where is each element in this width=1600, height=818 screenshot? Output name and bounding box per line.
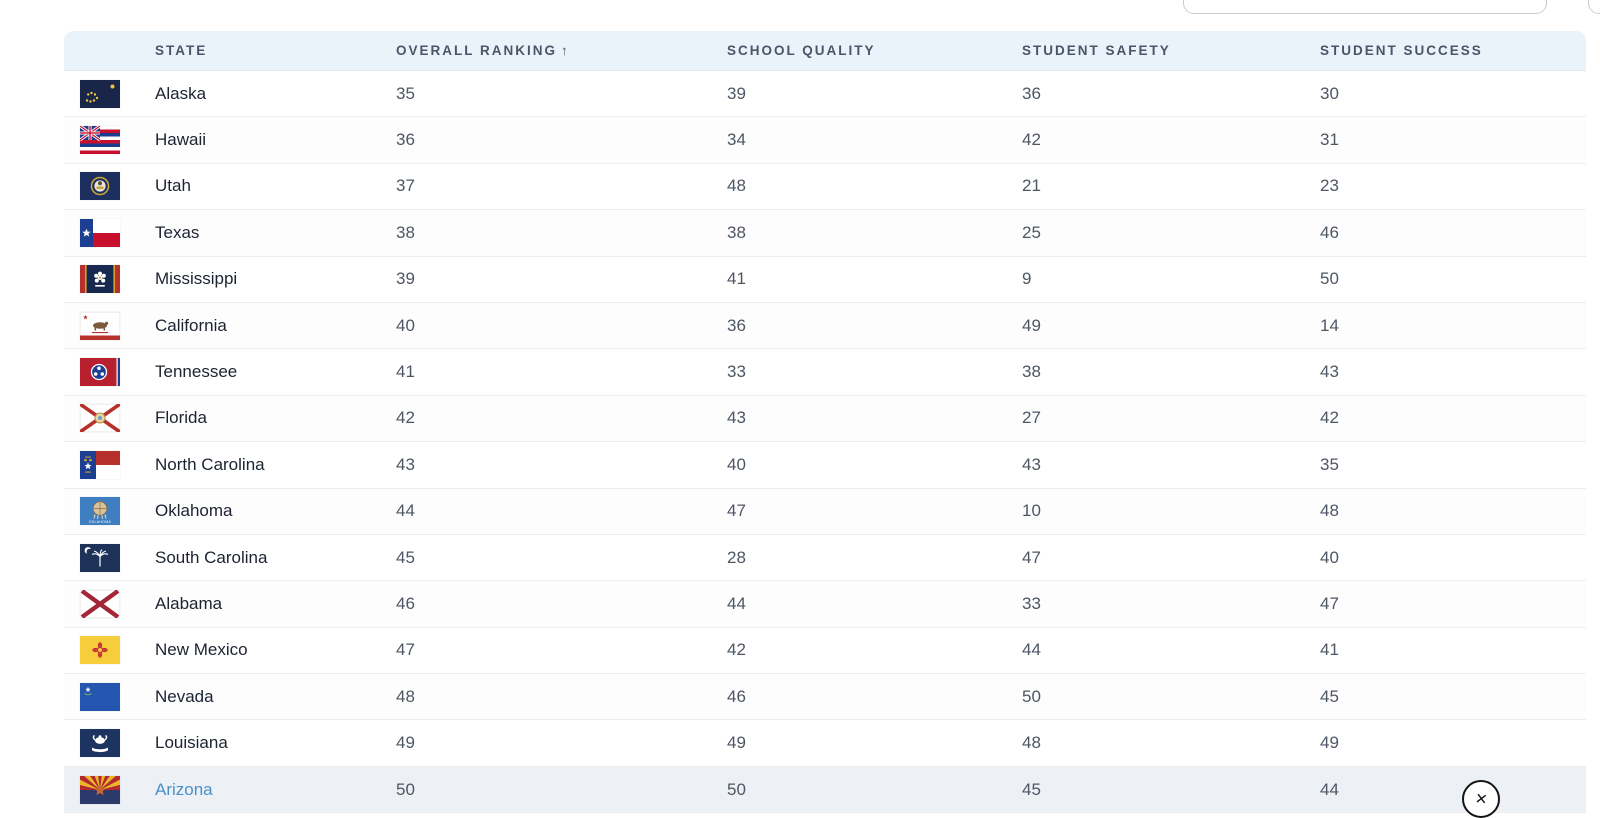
- state-cell: [64, 172, 396, 200]
- overall-ranking-value: 49: [396, 733, 415, 753]
- column-header-student-safety[interactable]: [1022, 43, 1320, 58]
- table-row[interactable]: [64, 442, 1586, 488]
- table-row[interactable]: [64, 164, 1586, 210]
- state-name-link[interactable]: Alaska: [155, 83, 207, 103]
- state-name-link[interactable]: North Carolina: [155, 454, 265, 474]
- overall-ranking-value: 47: [396, 640, 415, 660]
- student-safety-value: 42: [1022, 130, 1041, 150]
- student-safety-value: 48: [1022, 733, 1041, 753]
- overall-ranking-value: 39: [396, 269, 415, 289]
- new-mexico-flag-icon: [80, 636, 120, 664]
- student-safety-value: 27: [1022, 408, 1041, 428]
- student-safety-value: 44: [1022, 640, 1041, 660]
- state-name-link[interactable]: New Mexico: [155, 640, 248, 660]
- state-name-link[interactable]: Arizona: [155, 779, 213, 799]
- state-cell: [64, 776, 396, 804]
- school-quality-value: 48: [727, 176, 746, 196]
- column-header-school-quality[interactable]: [727, 43, 1022, 58]
- overall-ranking-value: 48: [396, 686, 415, 706]
- oklahoma-flag-icon: [80, 497, 120, 525]
- overall-ranking-value: 38: [396, 222, 415, 242]
- state-cell: [64, 497, 396, 525]
- state-cell: [64, 451, 396, 479]
- student-success-value: 23: [1320, 176, 1339, 196]
- texas-flag-icon: [80, 219, 120, 247]
- state-cell: [64, 404, 396, 432]
- state-rankings-table: [64, 31, 1586, 813]
- student-safety-value: 47: [1022, 547, 1041, 567]
- school-quality-value: 43: [727, 408, 746, 428]
- state-cell: [64, 126, 396, 154]
- state-name-link[interactable]: Alabama: [155, 593, 223, 613]
- student-success-value: 35: [1320, 454, 1339, 474]
- column-header-overall-ranking[interactable]: [396, 43, 727, 58]
- school-quality-value: 47: [727, 501, 746, 521]
- student-safety-value: 9: [1022, 269, 1032, 289]
- state-name-link[interactable]: South Carolina: [155, 547, 268, 567]
- state-name-link[interactable]: California: [155, 315, 227, 335]
- overall-ranking-value: 42: [396, 408, 415, 428]
- student-success-value: 46: [1320, 222, 1339, 242]
- column-header-state-label: STATE: [155, 43, 208, 58]
- overall-ranking-value: 44: [396, 501, 415, 521]
- school-quality-value: 33: [727, 362, 746, 382]
- table-body: [64, 71, 1586, 813]
- table-row[interactable]: [64, 489, 1586, 535]
- close-icon: ✕: [1473, 789, 1489, 809]
- overall-ranking-value: 37: [396, 176, 415, 196]
- mississippi-flag-icon: [80, 265, 120, 293]
- student-safety-value: 36: [1022, 83, 1041, 103]
- school-quality-value: 40: [727, 454, 746, 474]
- state-cell: [64, 219, 396, 247]
- student-success-value: 47: [1320, 593, 1339, 613]
- table-row[interactable]: [64, 720, 1586, 766]
- column-header-student-safety-label: STUDENT SAFETY: [1022, 43, 1171, 58]
- student-success-value: 44: [1320, 779, 1339, 799]
- table-header-row: [64, 31, 1586, 71]
- column-header-student-success-label: STUDENT SUCCESS: [1320, 43, 1483, 58]
- school-quality-value: 44: [727, 593, 746, 613]
- state-name-link[interactable]: Texas: [155, 222, 200, 242]
- california-flag-icon: [80, 312, 120, 340]
- florida-flag-icon: [80, 404, 120, 432]
- table-row[interactable]: [64, 71, 1586, 117]
- school-quality-value: 50: [727, 779, 746, 799]
- arizona-flag-icon: [80, 776, 120, 804]
- student-success-value: 50: [1320, 269, 1339, 289]
- school-quality-value: 28: [727, 547, 746, 567]
- state-cell: [64, 544, 396, 572]
- school-quality-value: 46: [727, 686, 746, 706]
- student-success-value: 40: [1320, 547, 1339, 567]
- north-carolina-flag-icon: [80, 451, 120, 479]
- alaska-flag-icon: [80, 80, 120, 108]
- school-quality-value: 49: [727, 733, 746, 753]
- column-header-overall-ranking-label: OVERALL RANKING: [396, 43, 558, 58]
- school-quality-value: 34: [727, 130, 746, 150]
- state-name-link[interactable]: Utah: [155, 176, 191, 196]
- student-success-value: 42: [1320, 408, 1339, 428]
- alabama-flag-icon: [80, 590, 120, 618]
- state-cell: [64, 636, 396, 664]
- student-safety-value: 33: [1022, 593, 1041, 613]
- state-cell: [64, 265, 396, 293]
- overall-ranking-value: 45: [396, 547, 415, 567]
- state-name-link[interactable]: Oklahoma: [155, 501, 233, 521]
- table-row[interactable]: [64, 767, 1586, 813]
- overall-ranking-value: 36: [396, 130, 415, 150]
- table-row[interactable]: [64, 628, 1586, 674]
- svg-text:OKLAHOMA: OKLAHOMA: [88, 520, 112, 525]
- state-name-link[interactable]: Hawaii: [155, 130, 207, 150]
- overall-ranking-value: 41: [396, 362, 415, 382]
- student-safety-value: 49: [1022, 315, 1041, 335]
- student-safety-value: 25: [1022, 222, 1041, 242]
- state-name-link[interactable]: Mississippi: [155, 269, 238, 289]
- school-quality-value: 41: [727, 269, 746, 289]
- student-safety-value: 45: [1022, 779, 1041, 799]
- state-name-link[interactable]: Tennessee: [155, 362, 238, 382]
- school-quality-value: 42: [727, 640, 746, 660]
- top-right-control-cropped[interactable]: [1588, 0, 1600, 14]
- state-name-link[interactable]: Nevada: [155, 686, 214, 706]
- state-name-link[interactable]: Louisiana: [155, 733, 228, 753]
- table-row[interactable]: [64, 535, 1586, 581]
- school-quality-value: 39: [727, 83, 746, 103]
- school-quality-value: 36: [727, 315, 746, 335]
- table-row[interactable]: [64, 581, 1586, 627]
- column-header-school-quality-label: SCHOOL QUALITY: [727, 43, 876, 58]
- student-safety-value: 43: [1022, 454, 1041, 474]
- table-row[interactable]: [64, 396, 1586, 442]
- student-success-value: 30: [1320, 83, 1339, 103]
- column-header-state[interactable]: [64, 43, 396, 58]
- table-row[interactable]: [64, 210, 1586, 256]
- student-safety-value: 21: [1022, 176, 1041, 196]
- overall-ranking-value: 43: [396, 454, 415, 474]
- school-quality-value: 38: [727, 222, 746, 242]
- state-cell: [64, 358, 396, 386]
- south-carolina-flag-icon: [80, 544, 120, 572]
- hawaii-flag-icon: [80, 126, 120, 154]
- student-success-value: 45: [1320, 686, 1339, 706]
- state-cell: [64, 683, 396, 711]
- student-success-value: 48: [1320, 501, 1339, 521]
- table-row[interactable]: [64, 674, 1586, 720]
- student-safety-value: 10: [1022, 501, 1041, 521]
- student-safety-value: 38: [1022, 362, 1041, 382]
- louisiana-flag-icon: [80, 729, 120, 757]
- student-success-value: 43: [1320, 362, 1339, 382]
- overall-ranking-value: 35: [396, 83, 415, 103]
- table-row[interactable]: [64, 349, 1586, 395]
- top-right-input-cropped[interactable]: [1183, 0, 1547, 14]
- overall-ranking-value: 40: [396, 315, 415, 335]
- student-success-value: 41: [1320, 640, 1339, 660]
- table-row[interactable]: [64, 257, 1586, 303]
- column-header-student-success[interactable]: [1320, 43, 1586, 58]
- sort-ascending-icon: ↑: [561, 43, 568, 58]
- table-row[interactable]: [64, 303, 1586, 349]
- utah-flag-icon: [80, 172, 120, 200]
- state-cell: [64, 729, 396, 757]
- table-row[interactable]: [64, 117, 1586, 163]
- state-cell: [64, 590, 396, 618]
- overall-ranking-value: 50: [396, 779, 415, 799]
- state-cell: [64, 312, 396, 340]
- state-cell: [64, 80, 396, 108]
- state-name-link[interactable]: Florida: [155, 408, 207, 428]
- student-success-value: 31: [1320, 130, 1339, 150]
- student-success-value: 14: [1320, 315, 1339, 335]
- student-success-value: 49: [1320, 733, 1339, 753]
- close-button[interactable]: [1462, 780, 1500, 818]
- tennessee-flag-icon: [80, 358, 120, 386]
- student-safety-value: 50: [1022, 686, 1041, 706]
- overall-ranking-value: 46: [396, 593, 415, 613]
- nevada-flag-icon: [80, 683, 120, 711]
